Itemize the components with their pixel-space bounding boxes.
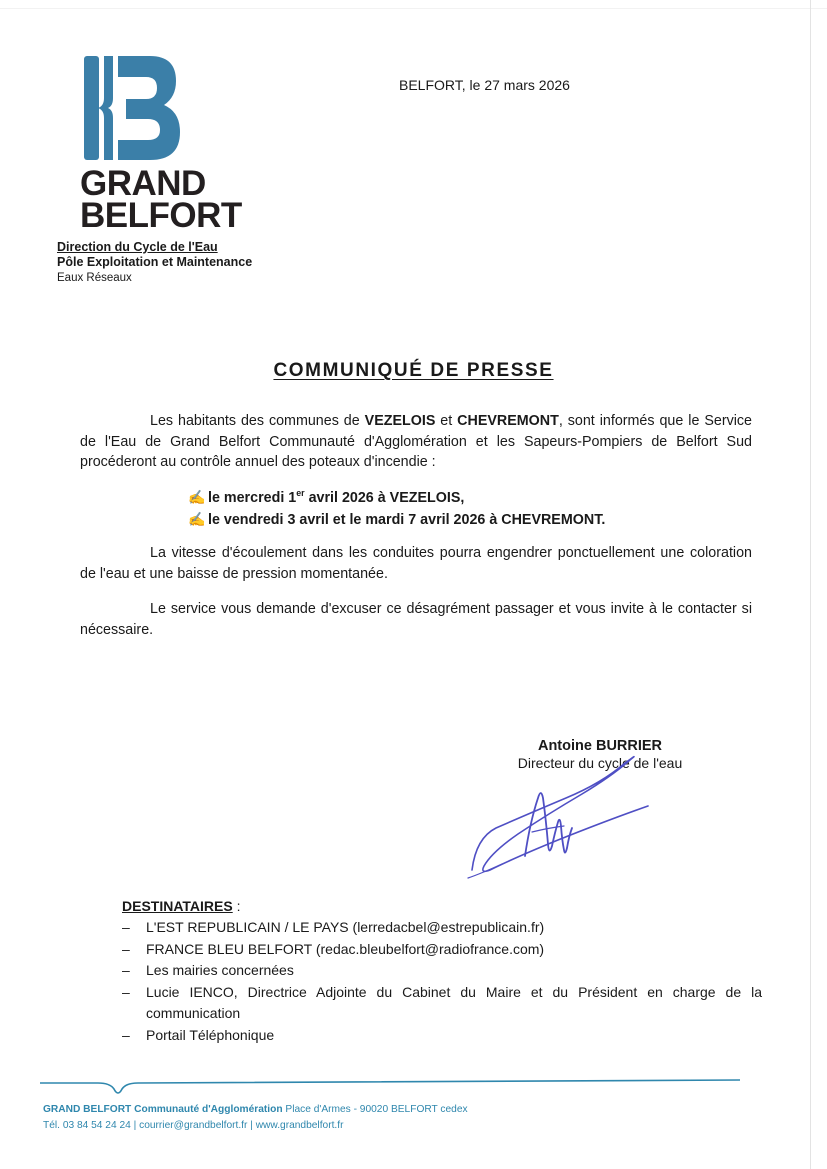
list-item xyxy=(122,1025,762,1046)
schedule-item xyxy=(188,509,752,531)
footer-contact-line: Tél. 03 84 54 24 24 | courrier@grandbelfort.fr | www.grandbelfort.fr xyxy=(43,1119,344,1131)
dash-bullet-icon: – xyxy=(122,962,130,979)
signatory-last-name: BURRIER xyxy=(595,738,663,754)
paragraph-apology: Le service vous demande d'excuser ce désagrément passager et vous invite à le contacter si nécessaire. xyxy=(80,600,752,638)
recipients-heading-colon: : xyxy=(232,898,241,914)
schedule-item-middle: avril 2026 à xyxy=(304,490,390,507)
signatory-role: Directeur du cycle de l'eau xyxy=(517,755,683,771)
recipients-heading-label: DESTINATAIRES xyxy=(122,898,233,914)
footer-org-name: GRAND BELFORT Communauté d'Agglomération xyxy=(43,1104,283,1115)
schedule-item-ordinal: er xyxy=(296,488,305,499)
date-line: BELFORT, le 27 mars 2026 xyxy=(399,77,570,93)
schedule-item-suffix: , xyxy=(460,490,465,507)
logo-wordmark xyxy=(80,164,290,236)
dash-bullet-icon: – xyxy=(122,919,130,935)
department-line-3: Eaux Réseaux xyxy=(57,271,132,284)
page-title xyxy=(0,360,827,382)
recipients-heading xyxy=(122,898,762,914)
signature-block xyxy=(470,738,730,771)
paragraph-intro xyxy=(80,411,752,473)
footer-water-drop-rule-icon xyxy=(40,1078,740,1100)
schedule-item-commune: VEZELOIS xyxy=(389,490,461,507)
recipient-name: L'EST REPUBLICAIN / LE PAYS (lerredacbel@estrepublicain.fr) xyxy=(146,919,545,935)
commune-chevremont: CHEVREMONT xyxy=(457,413,559,429)
grand-belfort-logo-icon xyxy=(80,52,200,164)
schedule-item-prefix: le mercredi 1 xyxy=(208,490,297,507)
scan-edge-right xyxy=(810,0,811,1169)
schedule-item-text xyxy=(208,487,464,509)
dash-bullet-icon: – xyxy=(122,1026,130,1043)
recipient-name: FRANCE BLEU BELFORT (redac.bleubelfort@radiofrance.com) xyxy=(146,940,545,957)
list-item xyxy=(122,939,762,960)
dash-bullet-icon: – xyxy=(122,940,130,957)
list-item xyxy=(122,960,762,981)
page-title-text: COMMUNIQUÉ DE PRESSE xyxy=(273,360,554,381)
logo-wordmark-line1: GRAND xyxy=(80,164,206,203)
footer-address-line xyxy=(43,1102,468,1118)
dash-bullet-icon: – xyxy=(122,984,130,1001)
pointing-hand-icon: ✍ xyxy=(188,489,206,506)
signatory-first-name: Antoine xyxy=(537,738,596,754)
list-item xyxy=(122,982,762,1023)
handwritten-signature xyxy=(462,752,722,882)
schedule-item-text xyxy=(208,509,605,531)
logo-block xyxy=(80,52,290,236)
recipients-section xyxy=(122,898,762,1046)
recipient-name: Portail Téléphonique xyxy=(146,1026,275,1043)
footer-contact xyxy=(43,1102,468,1134)
department-heading xyxy=(57,240,252,285)
pointing-hand-icon: ✍ xyxy=(188,511,206,528)
schedule-item-suffix: . xyxy=(601,512,606,529)
recipient-name: Lucie IENCO, Directrice Adjointe du Cabinet du Maire et du Président en charge de la communication xyxy=(146,984,762,1021)
commune-vezelois: VEZELOIS xyxy=(364,413,436,429)
recipient-name: Les mairies concernées xyxy=(146,962,294,979)
schedule-item-commune: CHEVREMONT xyxy=(501,512,602,529)
schedule-item-prefix: le vendredi 3 avril et le mardi 7 avril 2026 à xyxy=(208,512,502,529)
paragraph-intro-part3: , sont informés que le Service de l'Eau de Grand Belfort Communauté d'Agglomération et les Sapeurs-Pompiers de Belfort Sud procéderont au contrôle annuel des poteaux d'incendie : xyxy=(80,413,753,471)
paragraph-intro-part2: et xyxy=(435,413,458,429)
body-content xyxy=(80,411,752,654)
schedule-list xyxy=(80,487,752,531)
scan-edge-top xyxy=(0,8,827,9)
footer-address: Place d'Armes - 90020 BELFORT cedex xyxy=(282,1104,468,1115)
paragraph-intro-part1: Les habitants des communes de xyxy=(150,413,365,429)
recipients-list xyxy=(122,917,762,1045)
department-line-2: Pôle Exploitation et Maintenance xyxy=(57,255,253,270)
schedule-item xyxy=(188,487,752,509)
logo-wordmark-line2: BELFORT xyxy=(80,196,242,236)
signatory-name xyxy=(470,738,730,754)
department-line-1: Direction du Cycle de l'Eau xyxy=(57,240,218,254)
list-item xyxy=(122,917,762,938)
paragraph-warning: La vitesse d'écoulement dans les conduites pourra engendrer ponctuellement une coloration de l'eau et une baisse de pression momentanée. xyxy=(80,545,752,583)
